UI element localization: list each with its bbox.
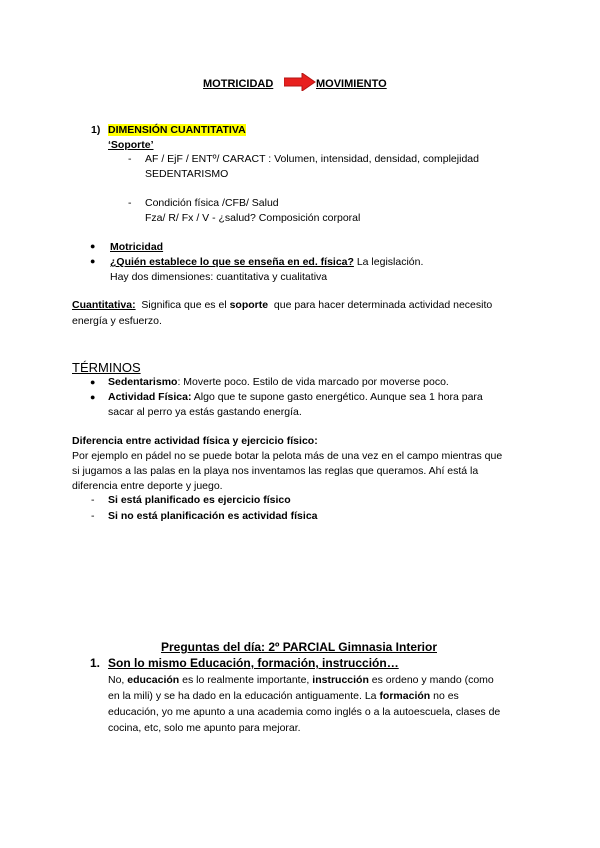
- termino-text: : Moverte poco. Estilo de vida marcado por moverse poco.: [177, 376, 449, 388]
- answer-text: es lo realmente importante,: [179, 674, 313, 686]
- answer-bold-term: educación: [127, 674, 180, 686]
- section1-item2-line2: Fza/ R/ Fx / V - ¿salud? Composición corporal: [145, 212, 361, 224]
- pregunta-answer: [108, 672, 500, 736]
- terminos-heading: TÉRMINOS: [72, 360, 141, 375]
- termino-text: Algo que te supone gasto energético. Aunque sea 1 hora para: [191, 391, 483, 403]
- diferencia-line: si jugamos a las palas en la playa nos inventamos las reglas que queramos. Ahí está la: [72, 465, 479, 477]
- diferencia-line: Por ejemplo en pádel no se puede botar la pelota más de una vez en el campo mientras que: [72, 450, 503, 462]
- section1-soporte: ‘Soporte’: [108, 139, 154, 151]
- cuantitativa-label: Cuantitativa:: [72, 299, 136, 311]
- section1-number: 1): [91, 124, 101, 136]
- cuantitativa-text1: Significa que es el: [135, 299, 230, 311]
- dash-marker: -: [128, 197, 132, 209]
- section1-item1-line1: AF / EjF / ENTº/ CARACT : Volumen, intensidad, densidad, complejidad: [145, 153, 479, 165]
- diferencia-heading: Diferencia entre actividad física y ejercicio físico:: [72, 435, 318, 447]
- answer-line: [108, 672, 500, 688]
- answer-text: no es: [430, 690, 459, 702]
- section1-item1-line2: SEDENTARISMO: [145, 168, 229, 180]
- answer-text: No,: [108, 674, 128, 686]
- answer-line: [108, 688, 500, 704]
- bullet-question-line: [110, 256, 423, 268]
- bullet-marker: ●: [90, 241, 96, 251]
- cuantitativa-line1: [72, 299, 492, 311]
- dash-marker: -: [91, 510, 95, 522]
- answer-text: es ordeno y mando (como: [368, 674, 494, 686]
- termino-term: Sedentarismo: [108, 376, 178, 388]
- bullet-marker: ●: [90, 377, 96, 387]
- title-left: MOTRICIDAD: [203, 78, 274, 90]
- answer-bold-term: instrucción: [312, 674, 369, 686]
- dash-marker: -: [91, 494, 95, 506]
- termino-actividad: [108, 391, 483, 403]
- diferencia-line: diferencia entre deporte y juego.: [72, 480, 223, 492]
- dash-marker: -: [128, 153, 132, 165]
- answer-text: en la mili) y se ha dado en la educación antiguamente. La: [108, 690, 380, 702]
- termino-actividad-line2: sacar al perro ya estás gastando energía.: [108, 406, 302, 418]
- answer-line: [108, 720, 500, 736]
- bullet-marker: ●: [90, 392, 96, 402]
- termino-sedentarismo: [108, 376, 449, 388]
- diferencia-dash-item: Si está planificado es ejercicio físico: [108, 494, 291, 506]
- answer-text: educación, yo me apunto a una academia como inglés o a la autoescuela, clases de: [108, 706, 501, 718]
- diferencia-dash-item: Si no está planificación es actividad física: [108, 510, 318, 522]
- title-right: MOVIMIENTO: [316, 78, 387, 90]
- pregunta-text: Son lo mismo Educación, formación, instrucción…: [108, 656, 399, 670]
- bullet-question: ¿Quién establece lo que se enseña en ed. física?: [110, 256, 354, 268]
- arrow-right-icon: [284, 73, 316, 91]
- termino-term: Actividad Física:: [108, 391, 192, 403]
- section1-heading: DIMENSIÓN CUANTITATIVA: [108, 124, 246, 136]
- bullet-motricidad: Motricidad: [110, 241, 164, 253]
- answer-text: cocina, etc, solo me apunto para mejorar.: [108, 722, 301, 734]
- answer-bold-term: formación: [379, 690, 431, 702]
- answer-line: [108, 704, 500, 720]
- cuantitativa-line2: energía y esfuerzo.: [72, 315, 162, 327]
- pregunta-number: 1.: [90, 656, 101, 670]
- cuantitativa-text2: que para hacer determinada actividad necesito: [268, 299, 493, 311]
- section1-item2-line1: Condición física /CFB/ Salud: [145, 197, 279, 209]
- bullet-answer: La legislación.: [353, 256, 424, 268]
- preguntas-heading: Preguntas del día: 2º PARCIAL Gimnasia Interior: [161, 640, 437, 654]
- bullet-line2: Hay dos dimensiones: cuantitativa y cualitativa: [110, 271, 328, 283]
- cuantitativa-bold: soporte: [229, 299, 269, 311]
- bullet-marker: ●: [90, 256, 96, 266]
